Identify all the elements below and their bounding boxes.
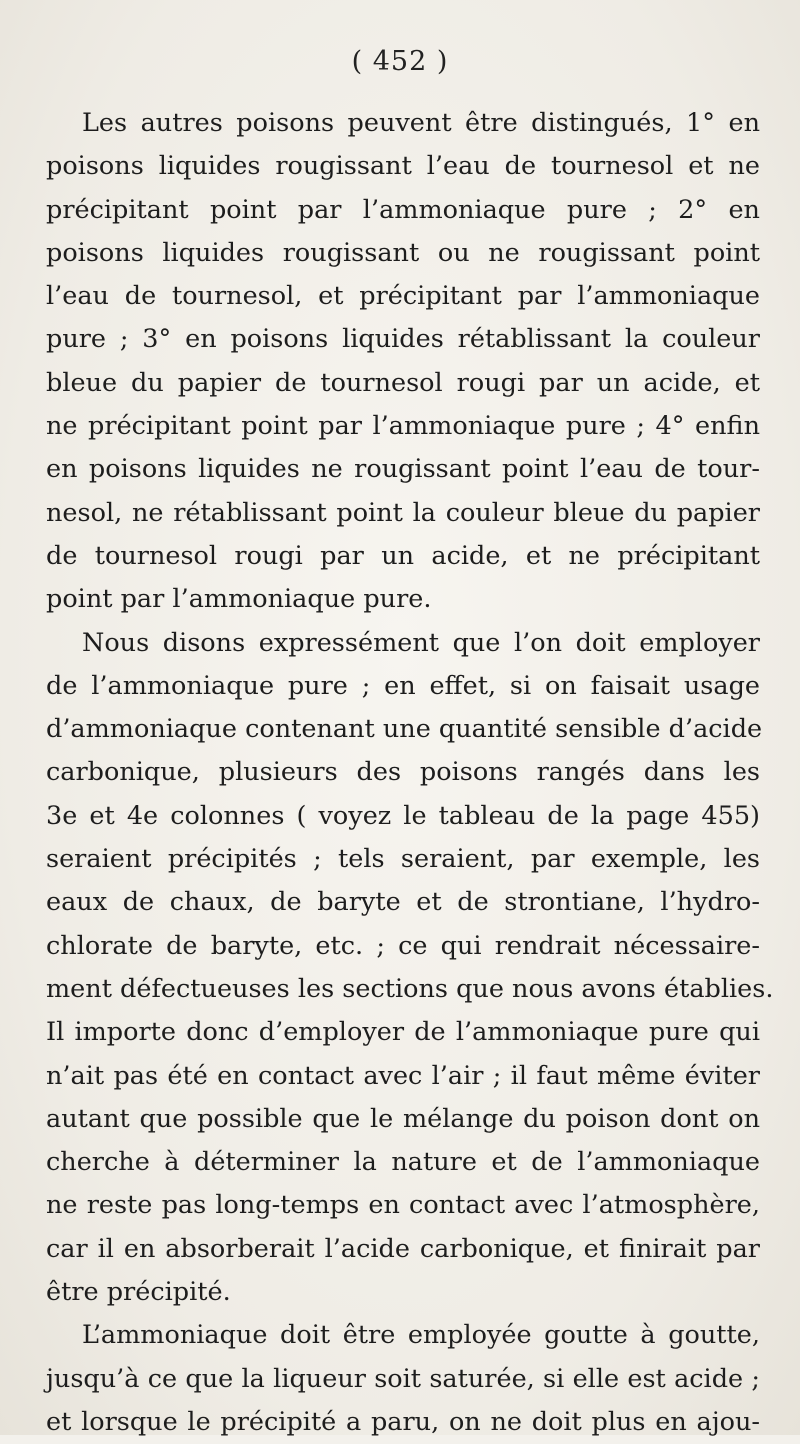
text-line: eaux de chaux, de baryte et de strontiane, l’hydro- — [46, 887, 760, 918]
paragraph-3 — [46, 1314, 760, 1444]
text-line: carbonique, plusieurs des poisons rangés dans les — [46, 757, 760, 788]
text-line: de tournesol rougi par un acide, et ne précipitant — [46, 540, 760, 571]
text-line: bleue du papier de tournesol rougi par un acide, et — [46, 367, 760, 398]
text-line: Nous disons expressément que l’on doit employer — [82, 627, 760, 658]
text-line: poisons liquides rougissant ou ne rougissant point — [46, 237, 760, 268]
text-line: ment défectueuses les sections que nous avons établies. — [46, 973, 774, 1004]
text-line: nesol, ne rétablissant point la couleur bleue du papier — [46, 497, 760, 528]
text-line: d’ammoniaque contenant une quantité sensible d’acide — [46, 714, 763, 745]
text-line: précipitant point par l’ammoniaque pure ; 2° en — [46, 194, 760, 225]
text-line: ne reste pas long-temps en contact avec l’atmosphère, — [46, 1190, 760, 1221]
text-line: chlorate de baryte, etc. ; ce qui rendrait nécessaire- — [46, 930, 760, 961]
text-line: en poisons liquides ne rougissant point l’eau de tour- — [46, 454, 760, 485]
text-line: cherche à déterminer la nature et de l’ammoniaque — [46, 1147, 760, 1178]
text-line: l’eau de tournesol, et précipitant par l’ammoniaque — [46, 281, 760, 312]
text-line: seraient précipités ; tels seraient, par exemple, les — [46, 844, 760, 875]
body-text — [46, 102, 774, 1444]
text-line: autant que possible que le mélange du poison dont on — [46, 1103, 760, 1134]
text-line: de l’ammoniaque pure ; en effet, si on faisait usage — [46, 670, 760, 701]
text-line: poisons liquides rougissant l’eau de tournesol et ne — [46, 151, 760, 182]
text-line: pure ; 3° en poisons liquides rétablissant la couleur — [46, 324, 760, 355]
paragraph-2 — [46, 622, 774, 1315]
text-line: et lorsque le précipité a paru, on ne doit plus en ajou- — [46, 1406, 760, 1437]
text-line: Il importe donc d’employer de l’ammoniaque pure qui — [46, 1017, 760, 1048]
text-line: jusqu’à ce que la liqueur soit saturée, si elle est acide ; — [46, 1363, 760, 1394]
text-line: 3e et 4e colonnes ( voyez le tableau de la page 455) — [46, 800, 760, 831]
text-line: car il en absorberait l’acide carbonique, et finirait par — [46, 1233, 760, 1264]
text-line: être précipité. — [46, 1277, 231, 1308]
text-line: point par l’ammoniaque pure. — [46, 584, 432, 615]
text-line: Les autres poisons peuvent être distingués, 1° en — [82, 108, 760, 138]
page-number: ( 452 ) — [351, 46, 449, 77]
text-line: n’ait pas été en contact avec l’air ; il faut même éviter — [46, 1060, 760, 1091]
paragraph-1 — [46, 102, 760, 622]
text-line: ne précipitant point par l’ammoniaque pure ; 4° enfin — [46, 411, 760, 442]
text-line: L’ammoniaque doit être employée goutte à goutte, — [82, 1320, 760, 1351]
